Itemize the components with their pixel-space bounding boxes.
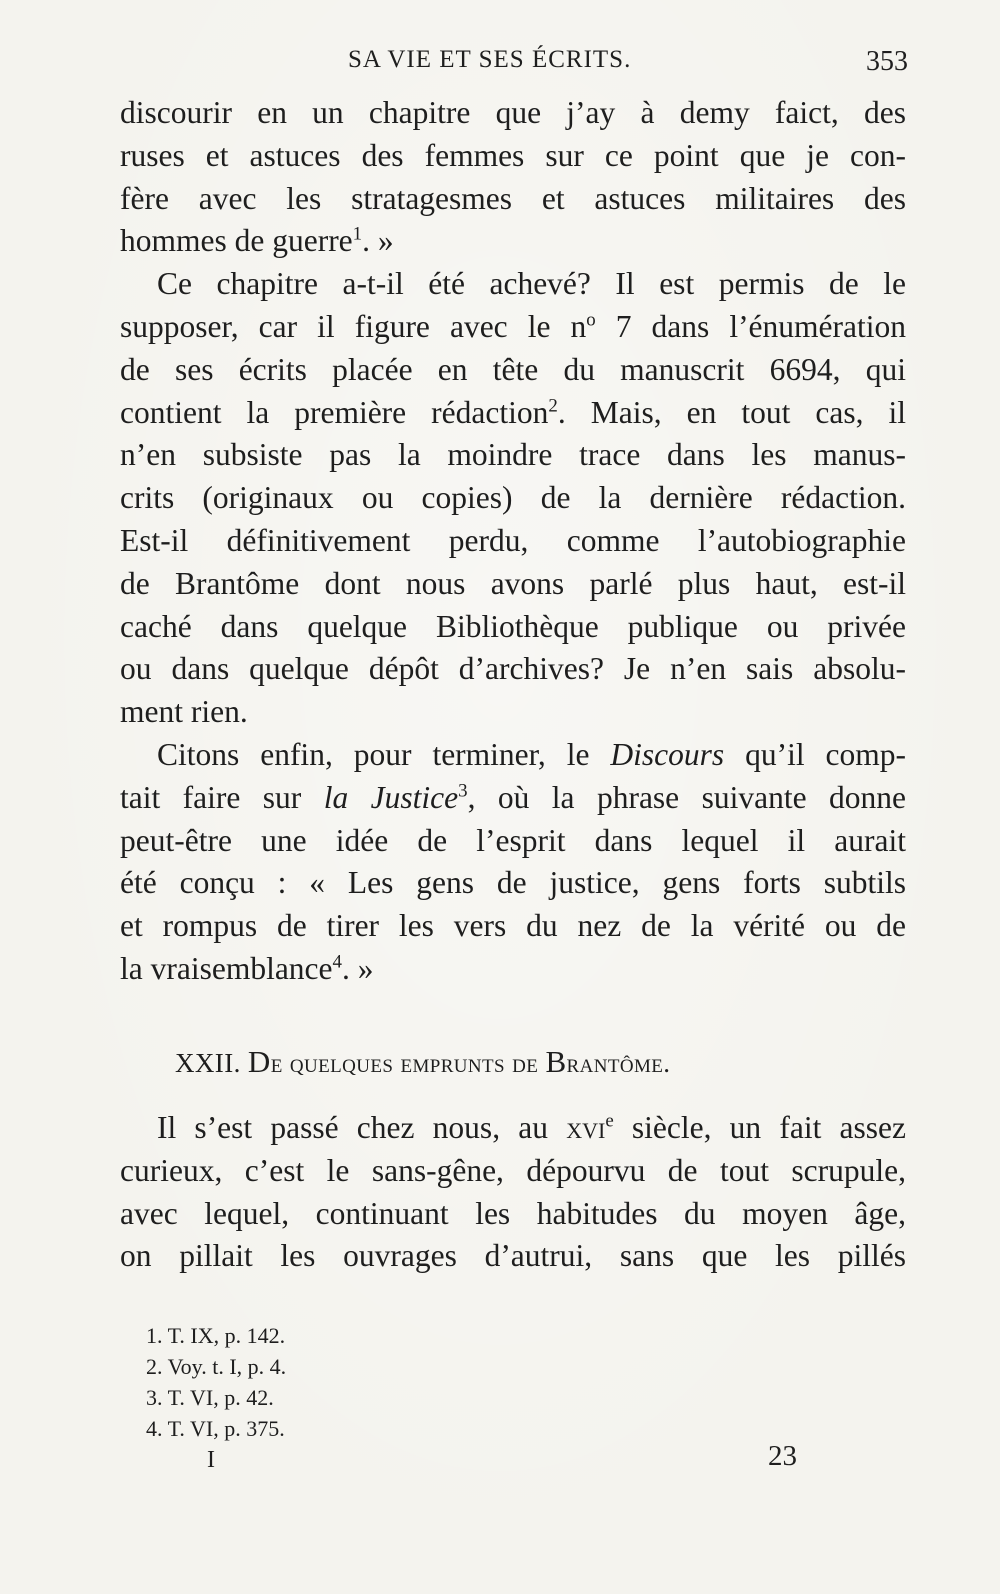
section-heading — [175, 1044, 670, 1080]
text-line — [120, 734, 906, 777]
footnote-ref: 4 — [332, 951, 342, 973]
text-line — [120, 1107, 906, 1150]
page-number: 353 — [866, 46, 908, 77]
section-text — [120, 1107, 906, 1278]
sheet-number: 23 — [768, 1440, 797, 1472]
text-segment: . Mais, en tout cas, il — [557, 394, 906, 430]
text-segment: , où la phrase suivante donne — [467, 779, 906, 815]
century-numeral: xvi — [566, 1110, 606, 1145]
text-segment: tait faire sur — [120, 779, 324, 815]
superscript: o — [586, 309, 596, 331]
text-line: Ce chapitre a-t-il été achevé? Il est permis de le — [157, 266, 906, 302]
text-segment: siècle, un fait assez — [613, 1110, 906, 1145]
text-line: discourir en un chapitre que j’ay à demy faict, des — [120, 95, 906, 130]
heading-text: e quelques emprunts de — [270, 1048, 546, 1078]
text-segment: . » — [362, 223, 394, 259]
text-line: crits (originaux ou copies) de la dernière rédaction. — [120, 480, 906, 516]
text-line: et rompus de tirer les vers du nez de la vérité ou de — [120, 908, 906, 944]
running-title: SA VIE ET SES ÉCRITS. — [348, 46, 632, 73]
text-segment: qu’il comp- — [724, 736, 906, 772]
heading-initial: B — [545, 1044, 567, 1079]
text-line — [120, 392, 906, 435]
footnote-ref: 2 — [548, 395, 558, 417]
main-text — [120, 92, 906, 991]
footnote-ref: 1 — [352, 224, 363, 246]
text-line: caché dans quelque Bibliothèque publique ou privée — [120, 608, 906, 644]
footnote: 1. T. IX, p. 142. — [146, 1323, 286, 1348]
footnote: 3. T. VI, p. 42. — [146, 1385, 274, 1410]
text-line: ou dans quelque dépôt d’archives? Je n’en sais absolu- — [120, 651, 906, 687]
superscript: e — [605, 1110, 614, 1132]
heading-text: rantôme. — [566, 1048, 671, 1078]
signature-mark: I — [207, 1447, 215, 1473]
text-segment: contient la première rédaction — [120, 394, 549, 430]
text-line: de Brantôme dont nous avons parlé plus haut, est-il — [120, 565, 906, 601]
text-line: n’en subsiste pas la moindre trace dans les manus- — [120, 437, 906, 473]
text-line — [120, 220, 906, 263]
text-line — [120, 777, 906, 820]
italic-title: Discours — [610, 736, 725, 772]
text-line: ruses et astuces des femmes sur ce point que je con- — [120, 137, 906, 173]
italic-title: la Justice — [323, 779, 459, 815]
section-numeral: XXII. — [175, 1048, 241, 1078]
running-head — [120, 46, 908, 86]
text-segment: Citons enfin, pour terminer, le — [157, 736, 611, 772]
text-line: Est-il définitivement perdu, comme l’autobiographie — [120, 522, 906, 558]
footnotes — [146, 1320, 286, 1444]
text-line: ment rien. — [120, 694, 248, 730]
text-line: avec lequel, continuant les habitudes du moyen âge, — [120, 1195, 906, 1231]
text-segment: supposer, car il figure avec le n — [120, 308, 587, 344]
text-segment: hommes de guerre — [120, 223, 353, 259]
text-segment: Il s’est passé chez nous, au — [157, 1110, 567, 1145]
footnote-ref: 3 — [458, 780, 468, 802]
text-segment: 7 dans l’énumération — [595, 308, 906, 344]
text-segment: la vraisemblance — [120, 950, 333, 986]
text-line: fère avec les stratagesmes et astuces militaires des — [120, 180, 906, 216]
text-line: peut-être une idée de l’esprit dans lequel il aurait — [120, 822, 906, 858]
text-segment: . » — [341, 950, 374, 986]
footnote: 4. T. VI, p. 375. — [146, 1416, 285, 1441]
footnote: 2. Voy. t. I, p. 4. — [146, 1354, 287, 1379]
text-line: curieux, c’est le sans-gêne, dépourvu de tout scrupule, — [120, 1152, 906, 1188]
heading-initial: D — [247, 1044, 271, 1079]
text-line — [120, 306, 906, 349]
text-line: on pillait les ouvrages d’autrui, sans que les pillés — [120, 1238, 906, 1274]
text-line — [120, 948, 906, 991]
text-line: été conçu : « Les gens de justice, gens forts subtils — [120, 865, 906, 901]
text-line: de ses écrits placée en tête du manuscrit 6694, qui — [120, 351, 906, 387]
